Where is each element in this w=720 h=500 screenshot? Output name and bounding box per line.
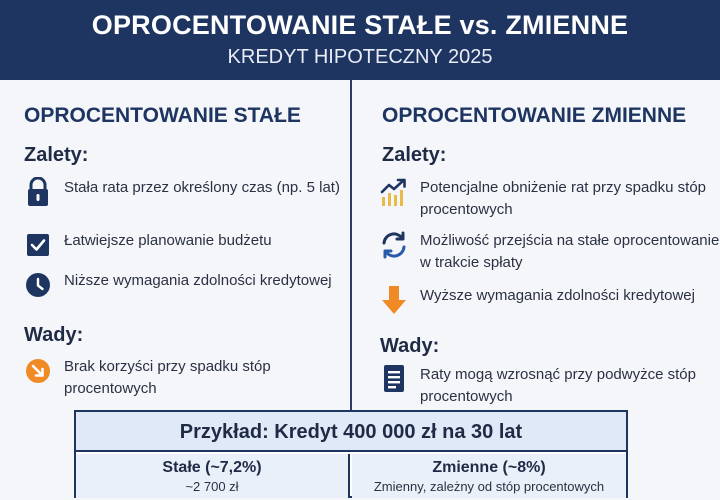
fixed-pros-label: Zalety: (24, 144, 89, 166)
fixed-pro-text: Łatwiejsze planowanie budżetu (64, 232, 272, 249)
arrow-down-icon (380, 285, 408, 315)
variable-pro-text: Możliwość przejścia na stałe oprocentowanie w trakcie spłaty (420, 232, 720, 271)
variable-pro-text: Potencjalne obniżenie rat przy spadku stóp procentowych (420, 179, 707, 218)
variable-pro-text: Wyższe wymagania zdolności kredytowej (420, 287, 695, 304)
arrow-down-circle-icon (24, 356, 52, 386)
example-box (74, 410, 628, 498)
fixed-rate-title: OPROCENTOWANIE STAŁE (24, 104, 301, 127)
fixed-pro-text: Stała rata przez określony czas (np. 5 lat) (64, 179, 340, 196)
fixed-cons-label: Wady: (24, 324, 84, 346)
example-title: Przykład: Kredyt 400 000 zł na 30 lat (76, 412, 626, 452)
example-variable-cell (352, 454, 626, 498)
fixed-con-text: Brak korzyści przy spadku stóp procentowych (64, 358, 271, 397)
example-variable-value: Zmienny, zależny od stóp procentowych (373, 479, 605, 494)
example-fixed-cell (76, 454, 350, 498)
document-icon (380, 364, 408, 394)
example-fixed-value: ~2 700 zł (185, 479, 239, 494)
variable-pros-label: Zalety: (382, 144, 447, 166)
variable-con-text: Raty mogą wzrosnąć przy podwyżce stóp procentowych (420, 366, 696, 405)
fixed-rate-column (0, 80, 350, 410)
trend-chart-icon (380, 177, 408, 207)
lock-icon (24, 177, 52, 207)
refresh-icon (380, 230, 408, 260)
checkbox-icon (24, 230, 52, 260)
clock-icon (24, 270, 52, 300)
fixed-pro-text: Niższe wymagania zdolności kredytowej (64, 272, 332, 289)
variable-cons-label: Wady: (380, 335, 440, 357)
variable-rate-column (352, 80, 720, 410)
example-fixed-label: Stałe (~7,2%) (162, 459, 262, 476)
page-subtitle: KREDYT HIPOTECZNY 2025 (227, 46, 493, 68)
page-title: OPROCENTOWANIE STAŁE vs. ZMIENNE (91, 10, 629, 40)
header-banner (0, 0, 720, 80)
variable-rate-title: OPROCENTOWANIE ZMIENNE (382, 104, 687, 127)
example-variable-label: Zmienne (~8%) (432, 459, 546, 476)
